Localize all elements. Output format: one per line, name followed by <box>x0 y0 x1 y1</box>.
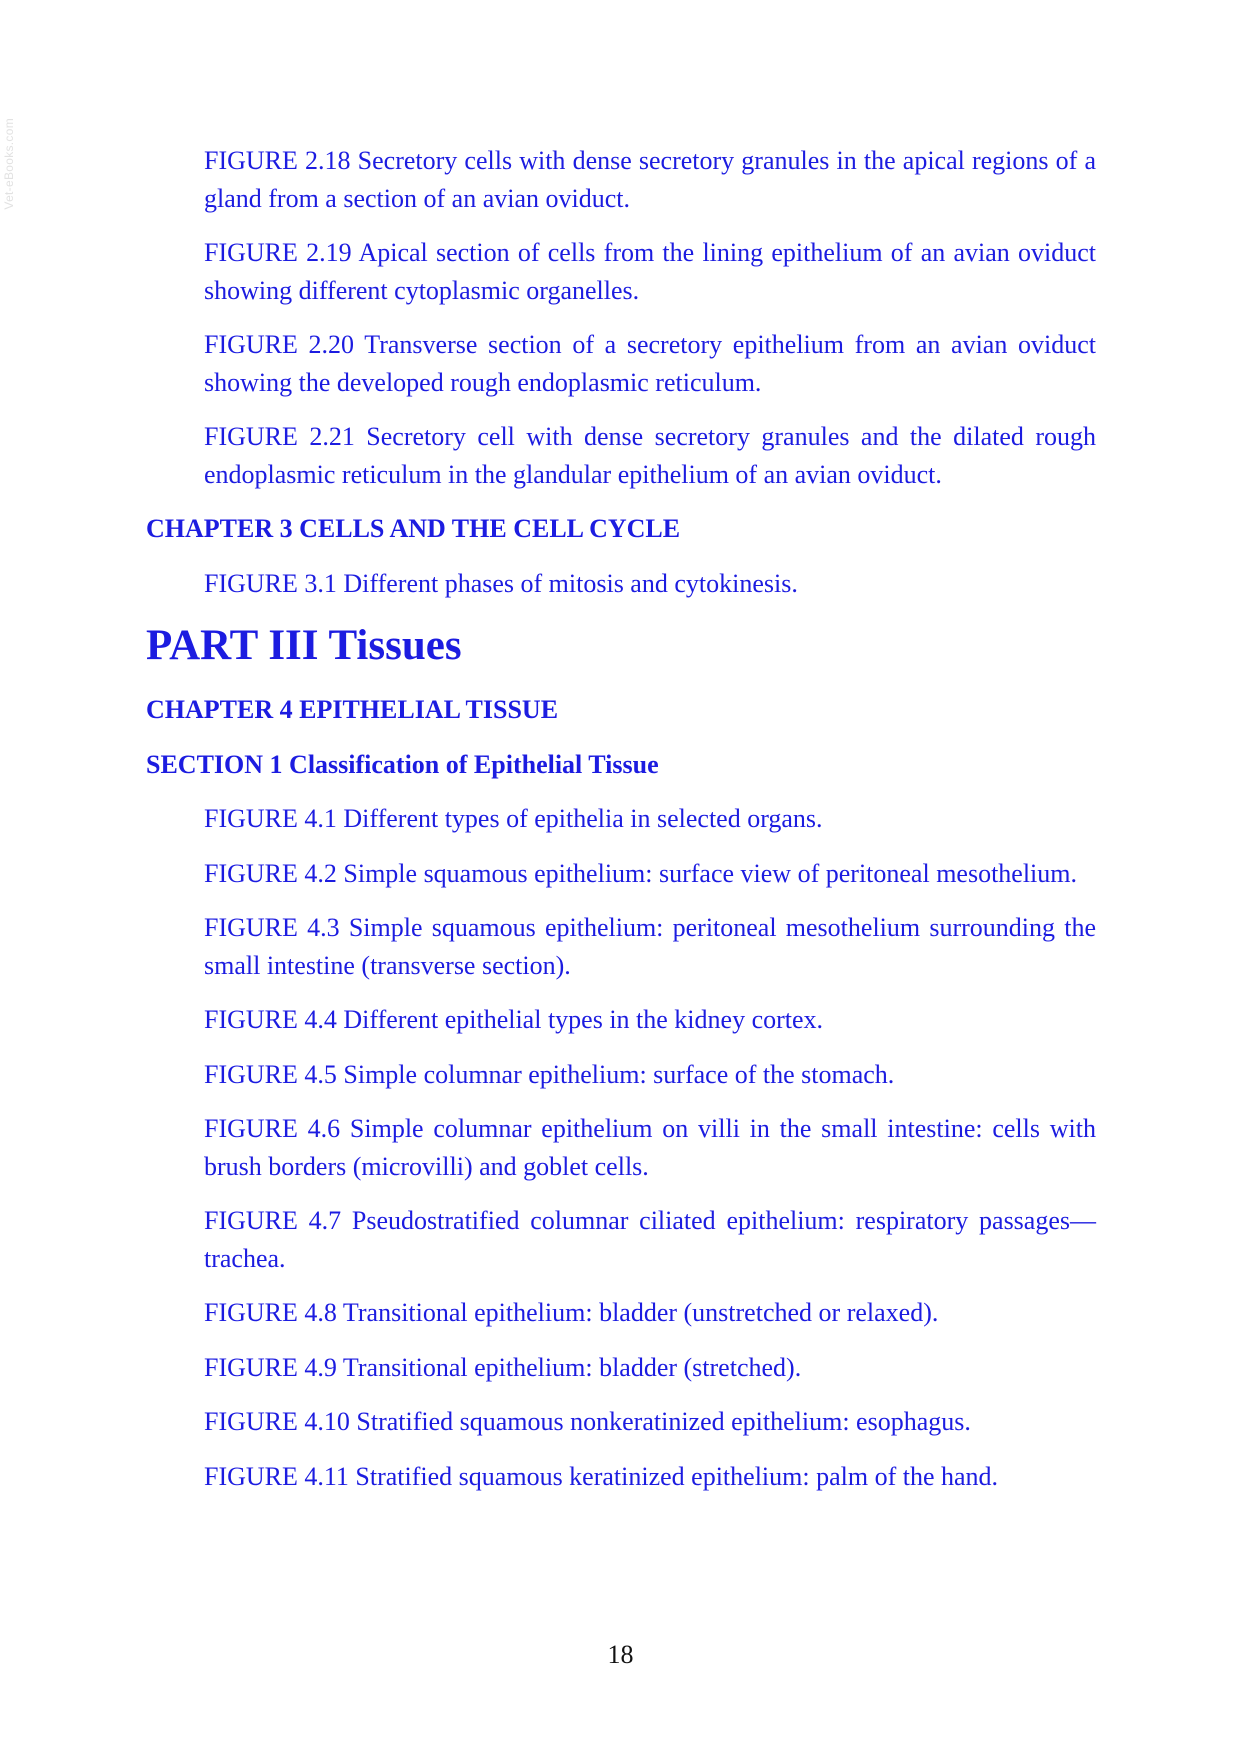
figure-link-4-7[interactable]: FIGURE 4.7 Pseudostratified columnar ciliated epithelium: respiratory passages—trachea. <box>204 1206 1096 1273</box>
figure-link-4-11[interactable]: FIGURE 4.11 Stratified squamous keratinized epithelium: palm of the hand. <box>204 1461 999 1491</box>
toc-list <box>146 142 1096 1512</box>
figure-link-2-18[interactable]: FIGURE 2.18 Secretory cells with dense secretory granules in the apical regions of a gland from a section of an avian oviduct. <box>204 146 1096 213</box>
chapter-4-link[interactable]: CHAPTER 4 EPITHELIAL TISSUE <box>146 695 559 724</box>
figure-link-3-1[interactable]: FIGURE 3.1 Different phases of mitosis and cytokinesis. <box>204 568 798 598</box>
figure-link-4-3[interactable]: FIGURE 4.3 Simple squamous epithelium: peritoneal mesothelium surrounding the small intestine (transverse section). <box>204 913 1096 980</box>
figure-link-4-1[interactable]: FIGURE 4.1 Different types of epithelia in selected organs. <box>204 804 823 833</box>
page-number: 18 <box>607 1640 634 1669</box>
figure-link-4-2[interactable]: FIGURE 4.2 Simple squamous epithelium: surface view of peritoneal mesothelium. <box>204 858 1078 888</box>
figure-link-4-4[interactable]: FIGURE 4.4 Different epithelial types in the kidney cortex. <box>204 1005 824 1034</box>
figure-link-2-20[interactable]: FIGURE 2.20 Transverse section of a secretory epithelium from an avian oviduct showing the developed rough endoplasmic reticulum. <box>204 330 1096 397</box>
figure-link-4-9[interactable]: FIGURE 4.9 Transitional epithelium: bladder (stretched). <box>204 1352 802 1382</box>
figure-link-2-21[interactable]: FIGURE 2.21 Secretory cell with dense secretory granules and the dilated rough endoplasmic reticulum in the glandular epithelium of an avian oviduct. <box>204 422 1096 489</box>
figure-link-4-8[interactable]: FIGURE 4.8 Transitional epithelium: bladder (unstretched or relaxed). <box>204 1298 939 1327</box>
section-1-link[interactable]: SECTION 1 Classification of Epithelial Tissue <box>146 749 659 779</box>
part-3-heading[interactable]: PART III Tissues <box>146 622 462 669</box>
chapter-3-link[interactable]: CHAPTER 3 CELLS AND THE CELL CYCLE <box>146 514 681 543</box>
figure-link-4-10[interactable]: FIGURE 4.10 Stratified squamous nonkeratinized epithelium: esophagus. <box>204 1407 971 1436</box>
figure-link-4-5[interactable]: FIGURE 4.5 Simple columnar epithelium: surface of the stomach. <box>204 1059 895 1089</box>
figure-link-2-19[interactable]: FIGURE 2.19 Apical section of cells from the lining epithelium of an avian oviduct showing different cytoplasmic organelles. <box>204 238 1096 305</box>
watermark: Vet-eBooks.com <box>2 118 16 210</box>
figure-link-4-6[interactable]: FIGURE 4.6 Simple columnar epithelium on villi in the small intestine: cells with brush borders (microvilli) and goblet cells. <box>204 1114 1096 1181</box>
